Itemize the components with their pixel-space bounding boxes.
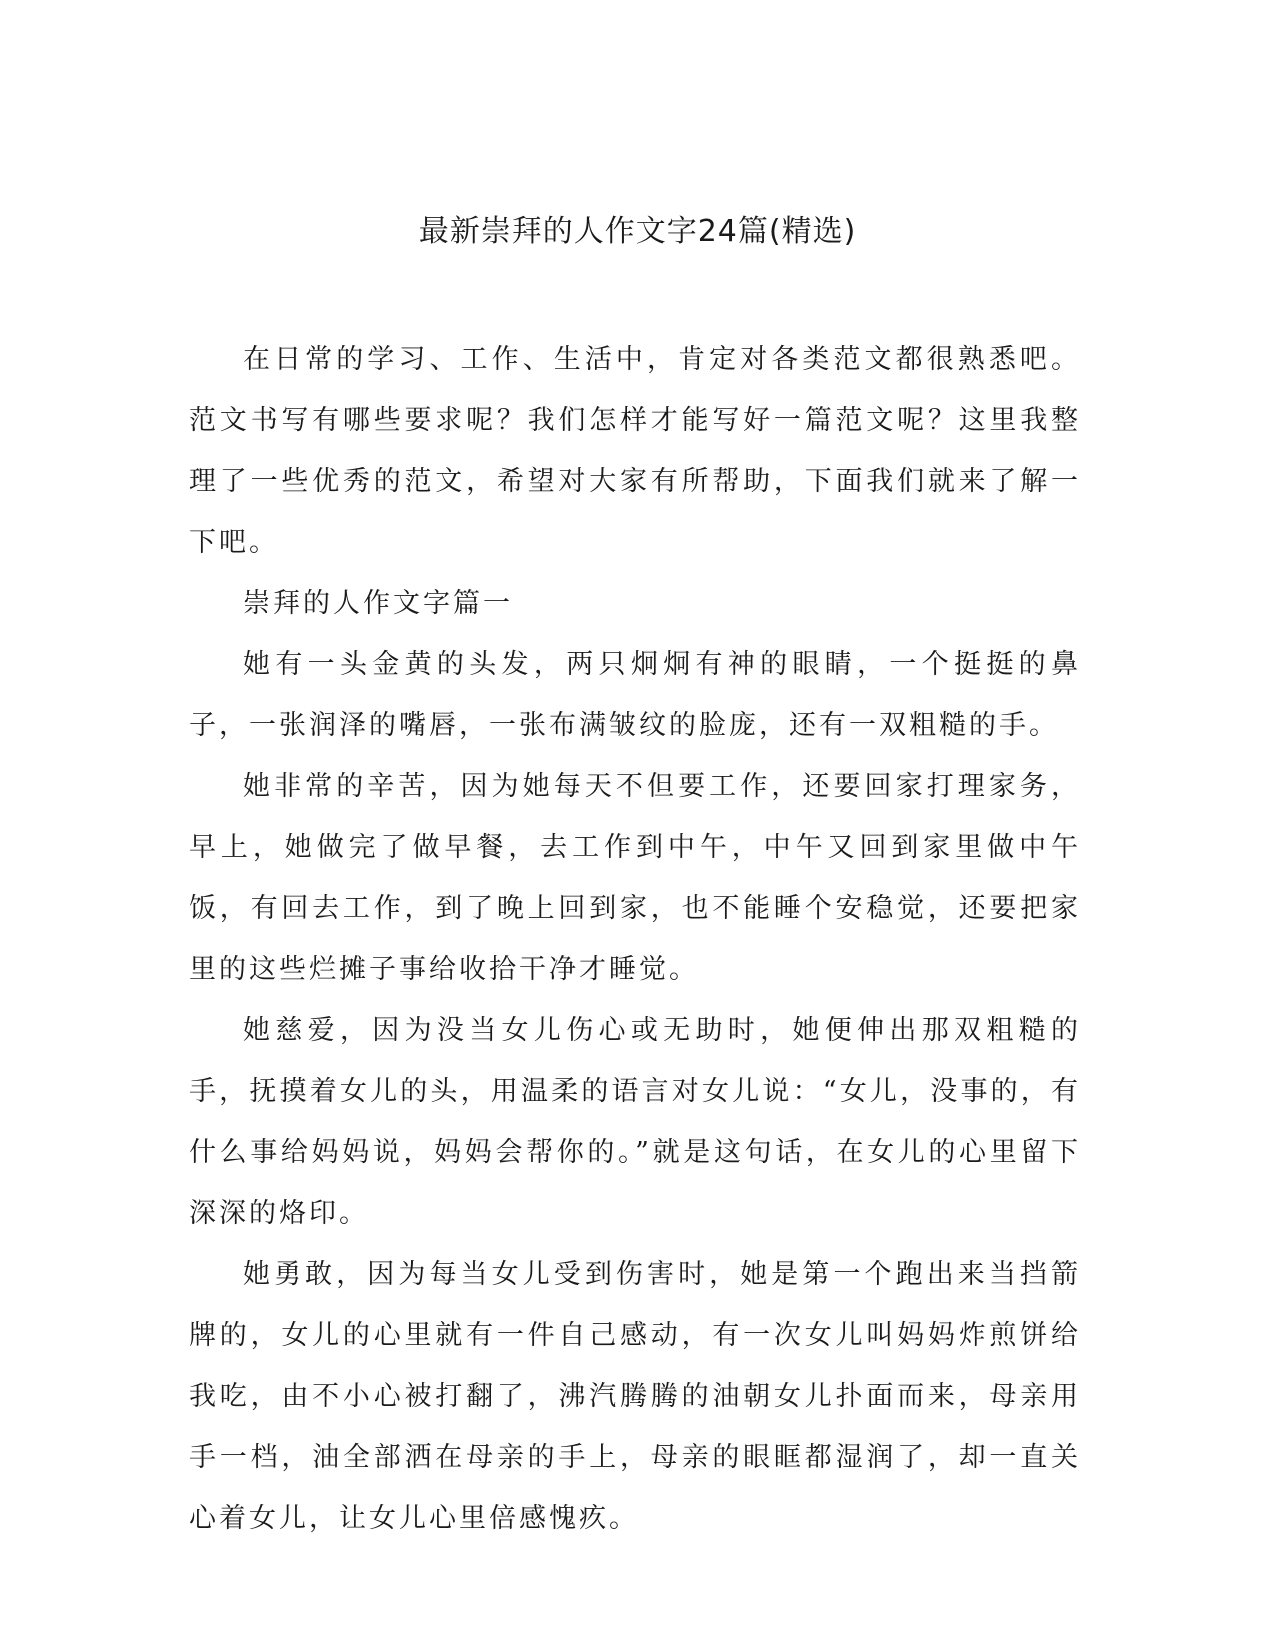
body-paragraph: 她有一头金黄的头发，两只炯炯有神的眼睛，一个挺挺的鼻子，一张润泽的嘴唇，一张布满皱纹的脸庞，还有一双粗糙的手。 — [189, 649, 1081, 741]
body-paragraph: 她慈爱，因为没当女儿伤心或无助时，她便伸出那双粗糙的手，抚摸着女儿的头，用温柔的语言对女儿说：“女儿，没事的，有什么事给妈妈说，妈妈会帮你的。”就是这句话，在女儿的心里留下深深的烙印。 — [189, 1015, 1081, 1229]
body-paragraph: 她非常的辛苦，因为她每天不但要工作，还要回家打理家务，早上，她做完了做早餐，去工作到中午，中午又回到家里做中午饭，有回去工作，到了晚上回到家，也不能睡个安稳觉，还要把家里的这些烂摊子事给收拾干净才睡觉。 — [189, 771, 1081, 985]
intro-paragraph: 在日常的学习、工作、生活中，肯定对各类范文都很熟悉吧。范文书写有哪些要求呢？我们怎样才能写好一篇范文呢？这里我整理了一些优秀的范文，希望对大家有所帮助，下面我们就来了解一下吧。 — [189, 344, 1081, 558]
body-paragraph: 她勇敢，因为每当女儿受到伤害时，她是第一个跑出来当挡箭牌的，女儿的心里就有一件自己感动，有一次女儿叫妈妈炸煎饼给我吃，由不小心被打翻了，沸汽腾腾的油朝女儿扑面而来，母亲用手一档，油全部洒在母亲的手上，母亲的眼眶都湿润了，却一直关心着女儿，让女儿心里倍感愧疚。 — [189, 1259, 1081, 1534]
document-title: 最新崇拜的人作文字24篇(精选) — [418, 214, 857, 249]
section-heading: 崇拜的人作文字篇一 — [243, 588, 513, 619]
document-body — [189, 329, 1081, 1549]
